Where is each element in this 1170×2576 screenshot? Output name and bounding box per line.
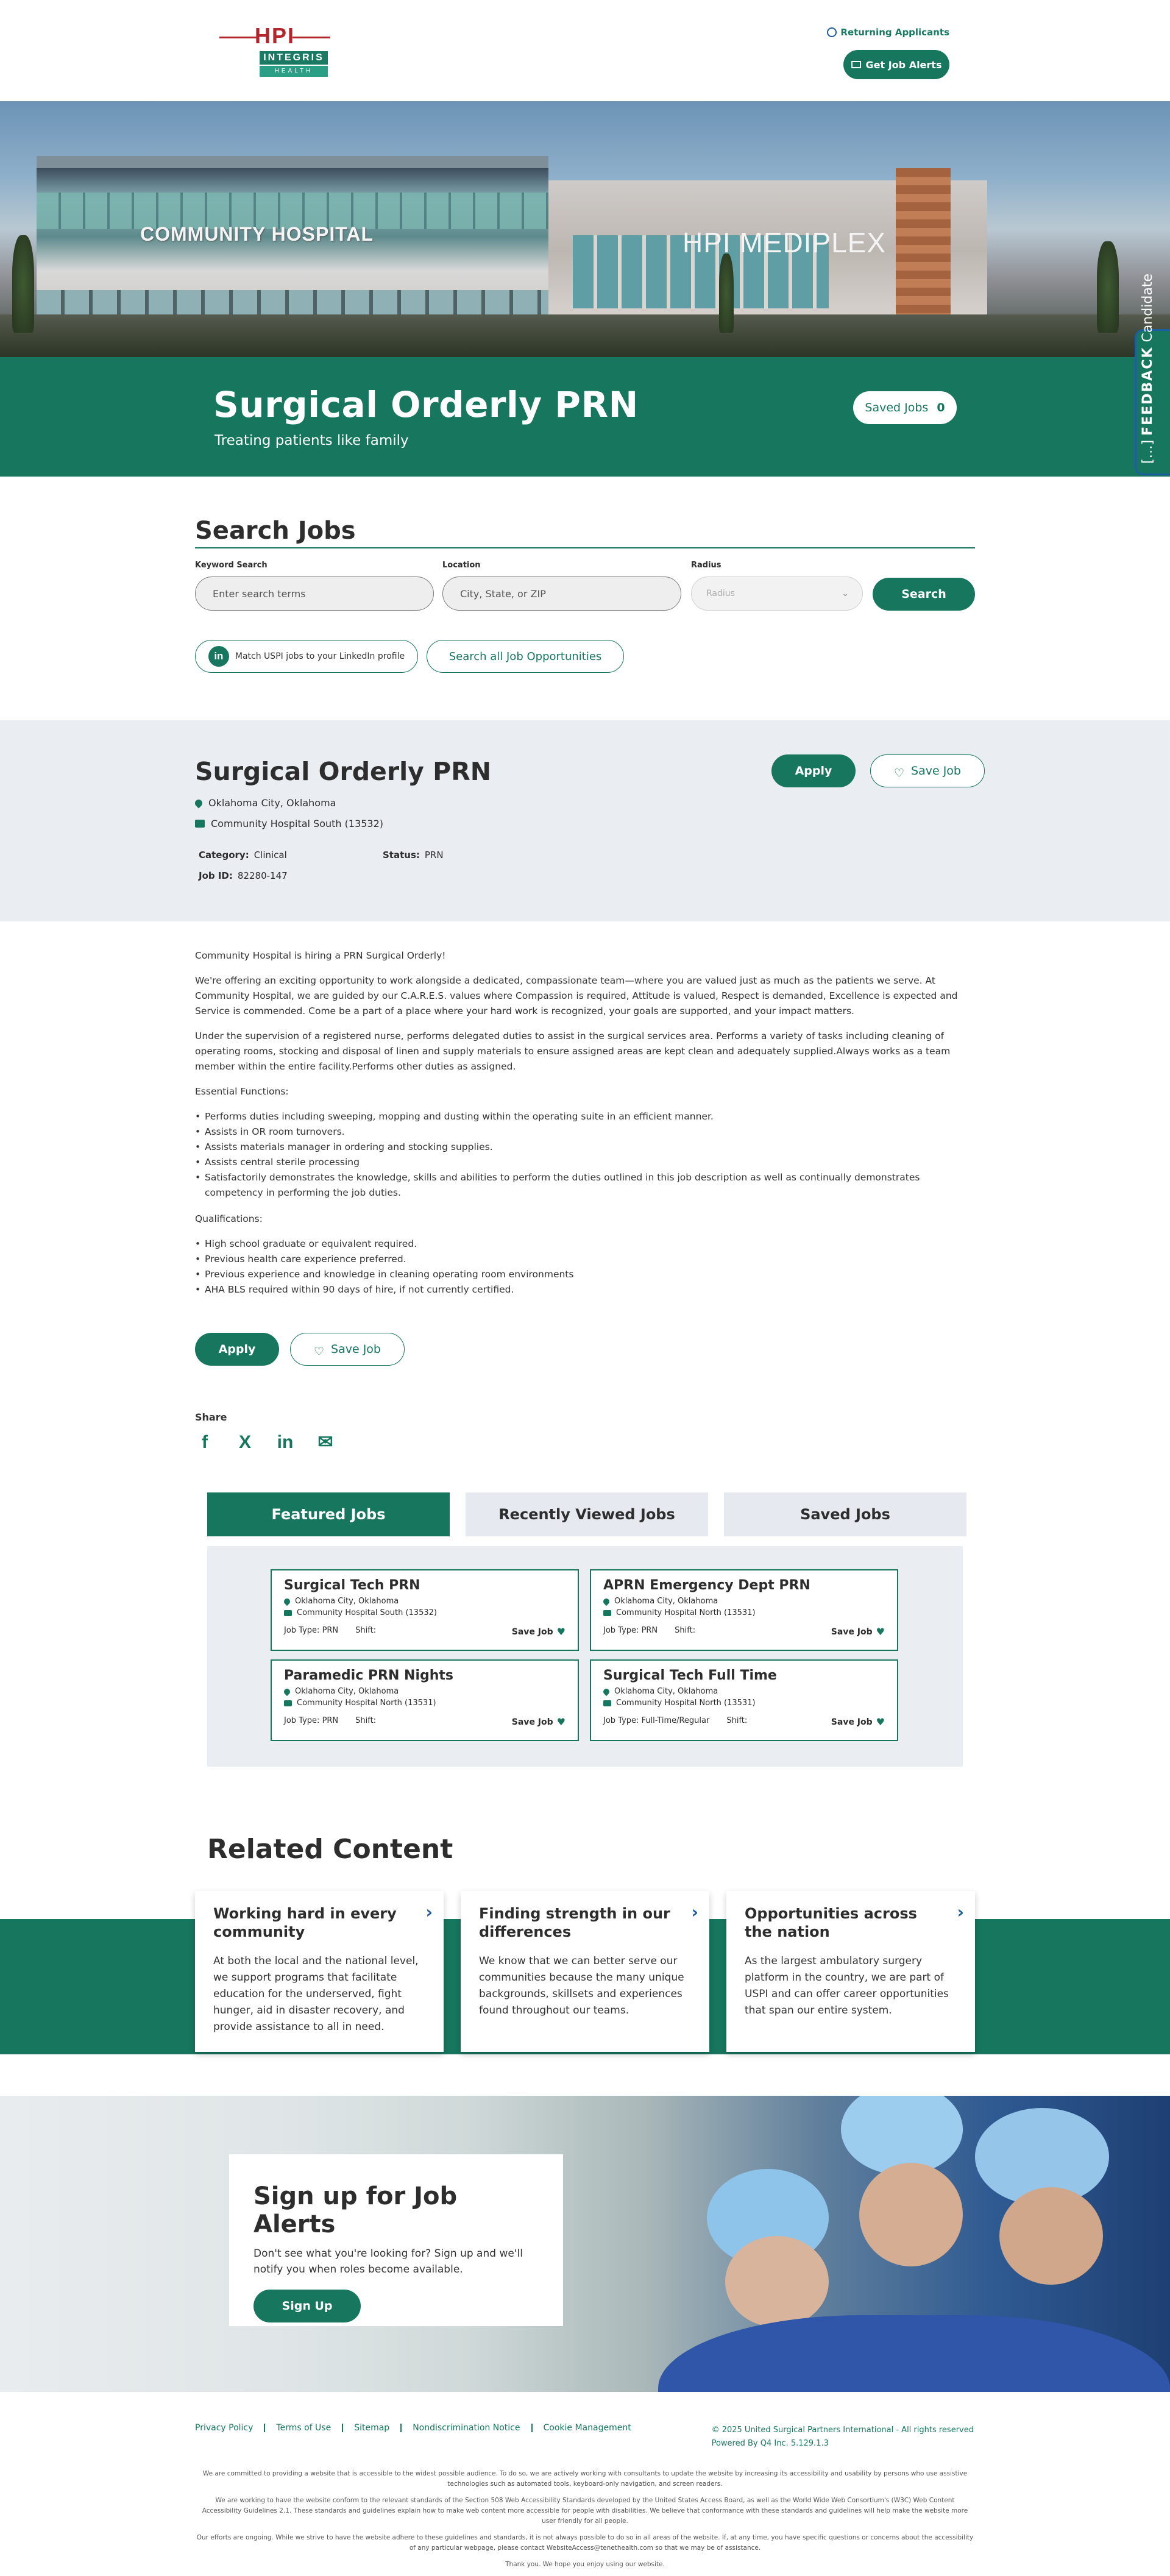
- save-job-button-bottom[interactable]: [290, 1333, 405, 1366]
- job-card-meta: [603, 1716, 747, 1728]
- copyright: [712, 2424, 974, 2450]
- footer-link-privacy[interactable]: Privacy Policy: [195, 2423, 254, 2433]
- apply-row: [195, 1333, 975, 1366]
- job-card-facility: [603, 1608, 885, 1617]
- accessibility-para: We are working to have the website conform to the relevant standards of the Section 508 Web Accessibility Standards developed by the United States Access Board, as well as the World Wide Web Consortium's (W3C) Web Content Accessibility Guidelines 2.1. These standards and guidelines explain how to make web content more accessible for people with disabilities. We believe that conformance with these standards and guidelines will help make the website more user friendly for all people.: [202, 2497, 968, 2525]
- linkedin-match-button[interactable]: [195, 640, 418, 673]
- job-type-value: PRN: [322, 1716, 339, 1725]
- get-job-alerts-label: Get Job Alerts: [865, 59, 942, 71]
- heart-outline-icon: ♡: [894, 767, 905, 780]
- list-item: • Assists central sterile processing: [195, 1155, 975, 1170]
- hpi-integris-logo[interactable]: [217, 23, 333, 79]
- related-card-title[interactable]: Working hard in every community: [213, 1905, 397, 1940]
- job-type-label: Job Type:: [603, 1626, 639, 1635]
- apply-button-top[interactable]: Apply: [771, 754, 856, 787]
- job-type-label: Job Type:: [284, 1626, 320, 1635]
- job-status: [383, 850, 444, 860]
- job-card-footer: [603, 1626, 885, 1637]
- job-card-footer: [284, 1626, 566, 1637]
- featured-jobs-panel: [207, 1546, 963, 1767]
- chevron-down-icon: ⌄: [842, 589, 849, 598]
- job-card-location: [603, 1597, 885, 1606]
- building-icon: [603, 1610, 611, 1616]
- saved-jobs-label: Saved Jobs: [865, 401, 929, 414]
- linkedin-share-icon[interactable]: in: [277, 1432, 294, 1452]
- status-label: Status:: [383, 850, 420, 860]
- job-card-location-text: Oklahoma City, Oklahoma: [295, 1597, 399, 1606]
- job-card-facility-text: Community Hospital North (13531): [297, 1698, 436, 1708]
- building-icon: [603, 1700, 611, 1706]
- related-card-title[interactable]: Opportunities across the nation: [745, 1905, 917, 1940]
- job-card-location: [603, 1687, 885, 1696]
- job-type-value: PRN: [641, 1626, 658, 1635]
- linkedin-match-label: Match USPI jobs to your LinkedIn profile: [235, 651, 405, 661]
- job-title: Surgical Orderly PRN: [195, 757, 492, 786]
- job-card-facility-text: Community Hospital North (13531): [616, 1698, 756, 1708]
- job-card[interactable]: [590, 1659, 898, 1741]
- footer-links: [195, 2424, 642, 2432]
- page-tagline: Treating patients like family: [214, 433, 409, 449]
- chevron-right-icon[interactable]: ›: [691, 1902, 698, 1922]
- description-para1: We're offering an exciting opportunity to work alongside a dedicated, compassionate team—where you are valued just as much as the patients we serve. At Community Hospital, we are guided by our C.A.R.E.S. values where Compassion is required, Attitude is valued, Respect is demanded, Excellence is expected and Service is commended. Come be a part of a place where your hard work is recognized, your goals are supported, and your impact matters.: [195, 975, 958, 1017]
- jobs-tabs: [0, 1492, 1170, 1834]
- job-card-save[interactable]: [831, 1626, 885, 1637]
- facebook-icon[interactable]: f: [202, 1432, 208, 1452]
- hero-tree: [1097, 241, 1119, 333]
- logo-health-text: HEALTH: [260, 66, 328, 77]
- share-label: Share: [195, 1411, 227, 1423]
- job-card-meta: [284, 1716, 376, 1728]
- hero-image: [0, 101, 1170, 357]
- saved-jobs-count: 0: [937, 401, 945, 414]
- building-icon: [284, 1610, 292, 1616]
- list-item: • Assists in OR room turnovers.: [195, 1124, 975, 1140]
- heart-icon: ♥: [876, 1626, 885, 1637]
- accessibility-statement: [195, 2469, 975, 2576]
- tab-featured-jobs[interactable]: Featured Jobs: [207, 1492, 450, 1536]
- powered-by-link[interactable]: Powered By Q4 Inc. 5.129.1.3: [711, 2439, 829, 2448]
- job-card[interactable]: [590, 1569, 898, 1651]
- accessibility-para: Our efforts are ongoing. While we strive to have the website adhere to these guidelines and standards, it is not always possible to do so in all areas of the website. If, at any time, you have specific questions or concerns about the accessibility of any particular webpage, please contact WebsiteAccess@tenethealth.com so that we may be of assistance.: [196, 2534, 974, 2552]
- x-twitter-icon[interactable]: X: [238, 1432, 251, 1452]
- shift-label: Shift:: [726, 1716, 748, 1725]
- search-button[interactable]: Search: [873, 578, 975, 611]
- job-card-save-label: Save Job: [831, 1717, 873, 1727]
- job-type-value: PRN: [322, 1626, 339, 1635]
- related-card-body: At both the local and the national level, we support programs that facilitate education for the underserved, fight hunger, aid in disaster recovery, and provide assistance to all in need.: [213, 1955, 419, 2033]
- category-label: Category:: [199, 850, 249, 860]
- job-type-label: Job Type:: [603, 1716, 639, 1725]
- related-card[interactable]: [726, 1891, 975, 2052]
- list-item: • Performs duties including sweeping, mopping and dusting within the operating suite in an efficient manner.: [195, 1109, 975, 1124]
- list-item: • Previous health care experience preferred.: [195, 1252, 975, 1267]
- functions-heading: Essential Functions:: [195, 1086, 289, 1097]
- save-job-button-top[interactable]: [870, 754, 985, 787]
- keyword-search-input[interactable]: [195, 577, 434, 611]
- search-all-jobs-button[interactable]: Search all Job Opportunities: [427, 640, 624, 673]
- community-hospital-sign: COMMUNITY HOSPITAL: [140, 223, 374, 245]
- related-card[interactable]: [195, 1891, 444, 2052]
- location-pin-icon: [602, 1597, 611, 1605]
- site-header: [0, 0, 1170, 101]
- heart-outline-icon: ♡: [314, 1345, 325, 1358]
- get-job-alerts-button[interactable]: [843, 50, 949, 79]
- job-card-save[interactable]: [512, 1716, 566, 1728]
- heart-icon: ♥: [876, 1716, 885, 1728]
- saved-jobs-button[interactable]: [853, 391, 957, 424]
- footer-link-sitemap[interactable]: Sitemap: [342, 2424, 400, 2432]
- job-card-meta: [284, 1626, 376, 1637]
- building-icon: [195, 820, 205, 828]
- feedback-text: [1140, 274, 1155, 464]
- job-card-facility: [603, 1698, 885, 1708]
- jobid-label: Job ID:: [199, 870, 233, 881]
- job-card-save[interactable]: [831, 1716, 885, 1728]
- job-card-title[interactable]: Surgical Tech Full Time: [603, 1668, 777, 1683]
- sign-up-button[interactable]: Sign Up: [254, 2290, 361, 2322]
- tab-saved-jobs[interactable]: Saved Jobs: [724, 1492, 966, 1536]
- job-description: [0, 921, 1170, 1450]
- footer-link-cookies[interactable]: Cookie Management: [531, 2424, 642, 2432]
- hero-ground: [0, 314, 1170, 357]
- radius-label: Radius: [691, 561, 722, 570]
- category-value: Clinical: [254, 850, 287, 860]
- chevron-right-icon[interactable]: ›: [957, 1902, 964, 1922]
- job-card-title[interactable]: APRN Emergency Dept PRN: [603, 1578, 810, 1593]
- photo-surgeon-face: [859, 2163, 963, 2266]
- signup-box: [229, 2154, 563, 2326]
- hero-building-left: [37, 156, 548, 339]
- job-card-facility: [284, 1608, 566, 1617]
- location-label: Location: [442, 561, 481, 570]
- photo-surgeon-face: [725, 2236, 829, 2327]
- job-type-label: Job Type:: [284, 1716, 320, 1725]
- job-card[interactable]: [271, 1659, 579, 1741]
- tab-list: [207, 1492, 966, 1536]
- page-title: Surgical Orderly PRN: [213, 384, 639, 425]
- job-location-text: Oklahoma City, Oklahoma: [208, 797, 336, 809]
- job-card-title[interactable]: Paramedic PRN Nights: [284, 1668, 454, 1683]
- logo-integris-text: INTEGRIS: [260, 51, 328, 65]
- location-pin-icon: [194, 798, 204, 808]
- related-card-title[interactable]: Finding strength in our differences: [479, 1905, 670, 1940]
- keyword-placeholder: Enter search terms: [213, 587, 306, 600]
- qualifications-heading: Qualifications:: [195, 1213, 263, 1224]
- job-card-location: [284, 1597, 566, 1606]
- job-facility: [195, 818, 383, 829]
- location-pin-icon: [283, 1597, 291, 1605]
- related-card-body: We know that we can better serve our communities because the many unique backgrounds, skillsets and experiences found throughout our teams.: [479, 1955, 684, 2017]
- hero-tree: [719, 254, 734, 333]
- job-card[interactable]: [271, 1569, 579, 1651]
- candidate-feedback-tab[interactable]: [1135, 274, 1170, 475]
- job-category: [199, 850, 287, 860]
- search-divider: [195, 547, 975, 548]
- job-card-location: [284, 1687, 566, 1696]
- job-card-facility-text: Community Hospital North (13531): [616, 1608, 756, 1617]
- status-value: PRN: [424, 850, 444, 860]
- related-card-body: As the largest ambulatory surgery platform in the country, we are part of USPI and can offer career opportunities that span our entire system.: [745, 1955, 949, 2017]
- email-share-icon[interactable]: ✉: [317, 1432, 333, 1452]
- save-job-label: Save Job: [911, 764, 961, 778]
- radius-select[interactable]: [691, 577, 863, 611]
- hpi-mediplex-sign: HPI MEDIPLEX: [682, 227, 887, 258]
- job-card-title[interactable]: Surgical Tech PRN: [284, 1578, 420, 1593]
- job-card-save-label: Save Job: [511, 1627, 553, 1637]
- hero-tree: [12, 235, 34, 333]
- related-heading: Related Content: [207, 1834, 453, 1865]
- job-card-facility: [284, 1698, 566, 1708]
- returning-applicants-link[interactable]: [827, 27, 949, 38]
- related-content: [0, 1834, 1170, 2096]
- photo-surgeon-face: [999, 2187, 1103, 2285]
- heart-icon: ♥: [556, 1626, 566, 1637]
- job-card-facility-text: Community Hospital South (13532): [297, 1608, 437, 1617]
- title-band: [0, 357, 1170, 477]
- shift-label: Shift:: [355, 1626, 377, 1635]
- signup-section: [0, 2096, 1170, 2392]
- footer-link-nondiscrimination[interactable]: Nondiscrimination Notice: [400, 2424, 531, 2432]
- tab-recently-viewed-jobs[interactable]: Recently Viewed Jobs: [466, 1492, 708, 1536]
- shift-label: Shift:: [675, 1626, 696, 1635]
- footer-link-terms[interactable]: Terms of Use: [264, 2424, 342, 2432]
- share-icons: [195, 1432, 975, 1452]
- site-footer: [0, 2392, 1170, 2571]
- location-pin-icon: [602, 1687, 611, 1695]
- logo-hpi-text: HPI: [254, 23, 295, 48]
- job-card-location-text: Oklahoma City, Oklahoma: [614, 1687, 718, 1696]
- user-icon: [827, 27, 837, 37]
- description-para2: Under the supervision of a registered nurse, performs delegated duties to assist in the surgical services area. Performs a variety of tasks including cleaning of operating rooms, stocking and disposal of linen and supply materials to ensure assigned areas are kept clean and adequately supplied.Always works as a team member within the entire facility.Performs other duties as assigned.: [195, 1031, 951, 1072]
- location-placeholder: City, State, or ZIP: [460, 587, 546, 600]
- linkedin-icon: in: [208, 646, 229, 667]
- heart-icon: ♥: [556, 1716, 566, 1728]
- job-summary: [0, 720, 1170, 921]
- qualifications-list: [195, 1237, 975, 1297]
- jobid-value: 82280-147: [237, 870, 288, 881]
- job-card-save-label: Save Job: [831, 1627, 873, 1637]
- related-card[interactable]: [461, 1891, 709, 2052]
- copyright-text: © 2025 United Surgical Partners International - All rights reserved: [711, 2425, 974, 2435]
- signup-heading: Sign up for Job Alerts: [254, 2182, 458, 2238]
- job-card-location-text: Oklahoma City, Oklahoma: [614, 1597, 718, 1606]
- envelope-icon: [851, 61, 861, 68]
- radius-placeholder: Radius: [706, 589, 735, 598]
- location-input[interactable]: [442, 577, 681, 611]
- job-type-value: Full-Time/Regular: [641, 1716, 710, 1725]
- keyword-label: Keyword Search: [195, 561, 268, 570]
- functions-list: [195, 1109, 975, 1201]
- list-item: • AHA BLS required within 90 days of hire, if not currently certified.: [195, 1282, 975, 1297]
- description-intro: Community Hospital is hiring a PRN Surgical Orderly!: [195, 950, 446, 961]
- list-item: • Previous experience and knowledge in cleaning operating room environments: [195, 1267, 975, 1282]
- job-card-save[interactable]: [512, 1626, 566, 1637]
- job-card-footer: [603, 1716, 885, 1728]
- search-heading: Search Jobs: [195, 517, 356, 545]
- location-pin-icon: [283, 1687, 291, 1695]
- job-card-meta: [603, 1626, 695, 1637]
- signup-body: Don't see what you're looking for? Sign up and we'll notify you when roles become available.: [254, 2248, 523, 2276]
- shift-label: Shift:: [355, 1716, 377, 1725]
- feedback-icon: […]: [1140, 435, 1155, 464]
- job-card-location-text: Oklahoma City, Oklahoma: [295, 1687, 399, 1696]
- search-section: [0, 477, 1170, 720]
- job-card-save-label: Save Job: [511, 1717, 553, 1727]
- job-facility-text: Community Hospital South (13532): [211, 818, 384, 829]
- job-card-footer: [284, 1716, 566, 1728]
- feedback-label: Candidate: [1140, 274, 1155, 342]
- feedback-label-bold: FEEDBACK: [1140, 346, 1155, 436]
- building-icon: [284, 1700, 292, 1706]
- accessibility-para: We are committed to providing a website that is accessible to the widest possible audience. To do so, we are actively working with consultants to update the website by increasing its accessibility and usability by persons who use assistive technologies such as automated tools, keyboard-only navigation, and screen readers.: [202, 2470, 968, 2488]
- accessibility-para: Thank you. We hope you enjoy using our website.: [505, 2561, 665, 2568]
- list-item: • Satisfactorily demonstrates the knowledge, skills and abilities to perform the duties outlined in this job description as well as continually demonstrates competency in performing the job duties.: [195, 1170, 975, 1201]
- job-id: [199, 870, 288, 881]
- chevron-right-icon[interactable]: ›: [425, 1902, 433, 1922]
- list-item: • High school graduate or equivalent required.: [195, 1237, 975, 1252]
- save-job-label: Save Job: [331, 1343, 381, 1356]
- returning-applicants-label: Returning Applicants: [840, 27, 949, 38]
- list-item: • Assists materials manager in ordering and stocking supplies.: [195, 1140, 975, 1155]
- photo-scrubs: [658, 2315, 1170, 2392]
- apply-button-bottom[interactable]: Apply: [195, 1333, 279, 1366]
- job-location: [195, 797, 336, 809]
